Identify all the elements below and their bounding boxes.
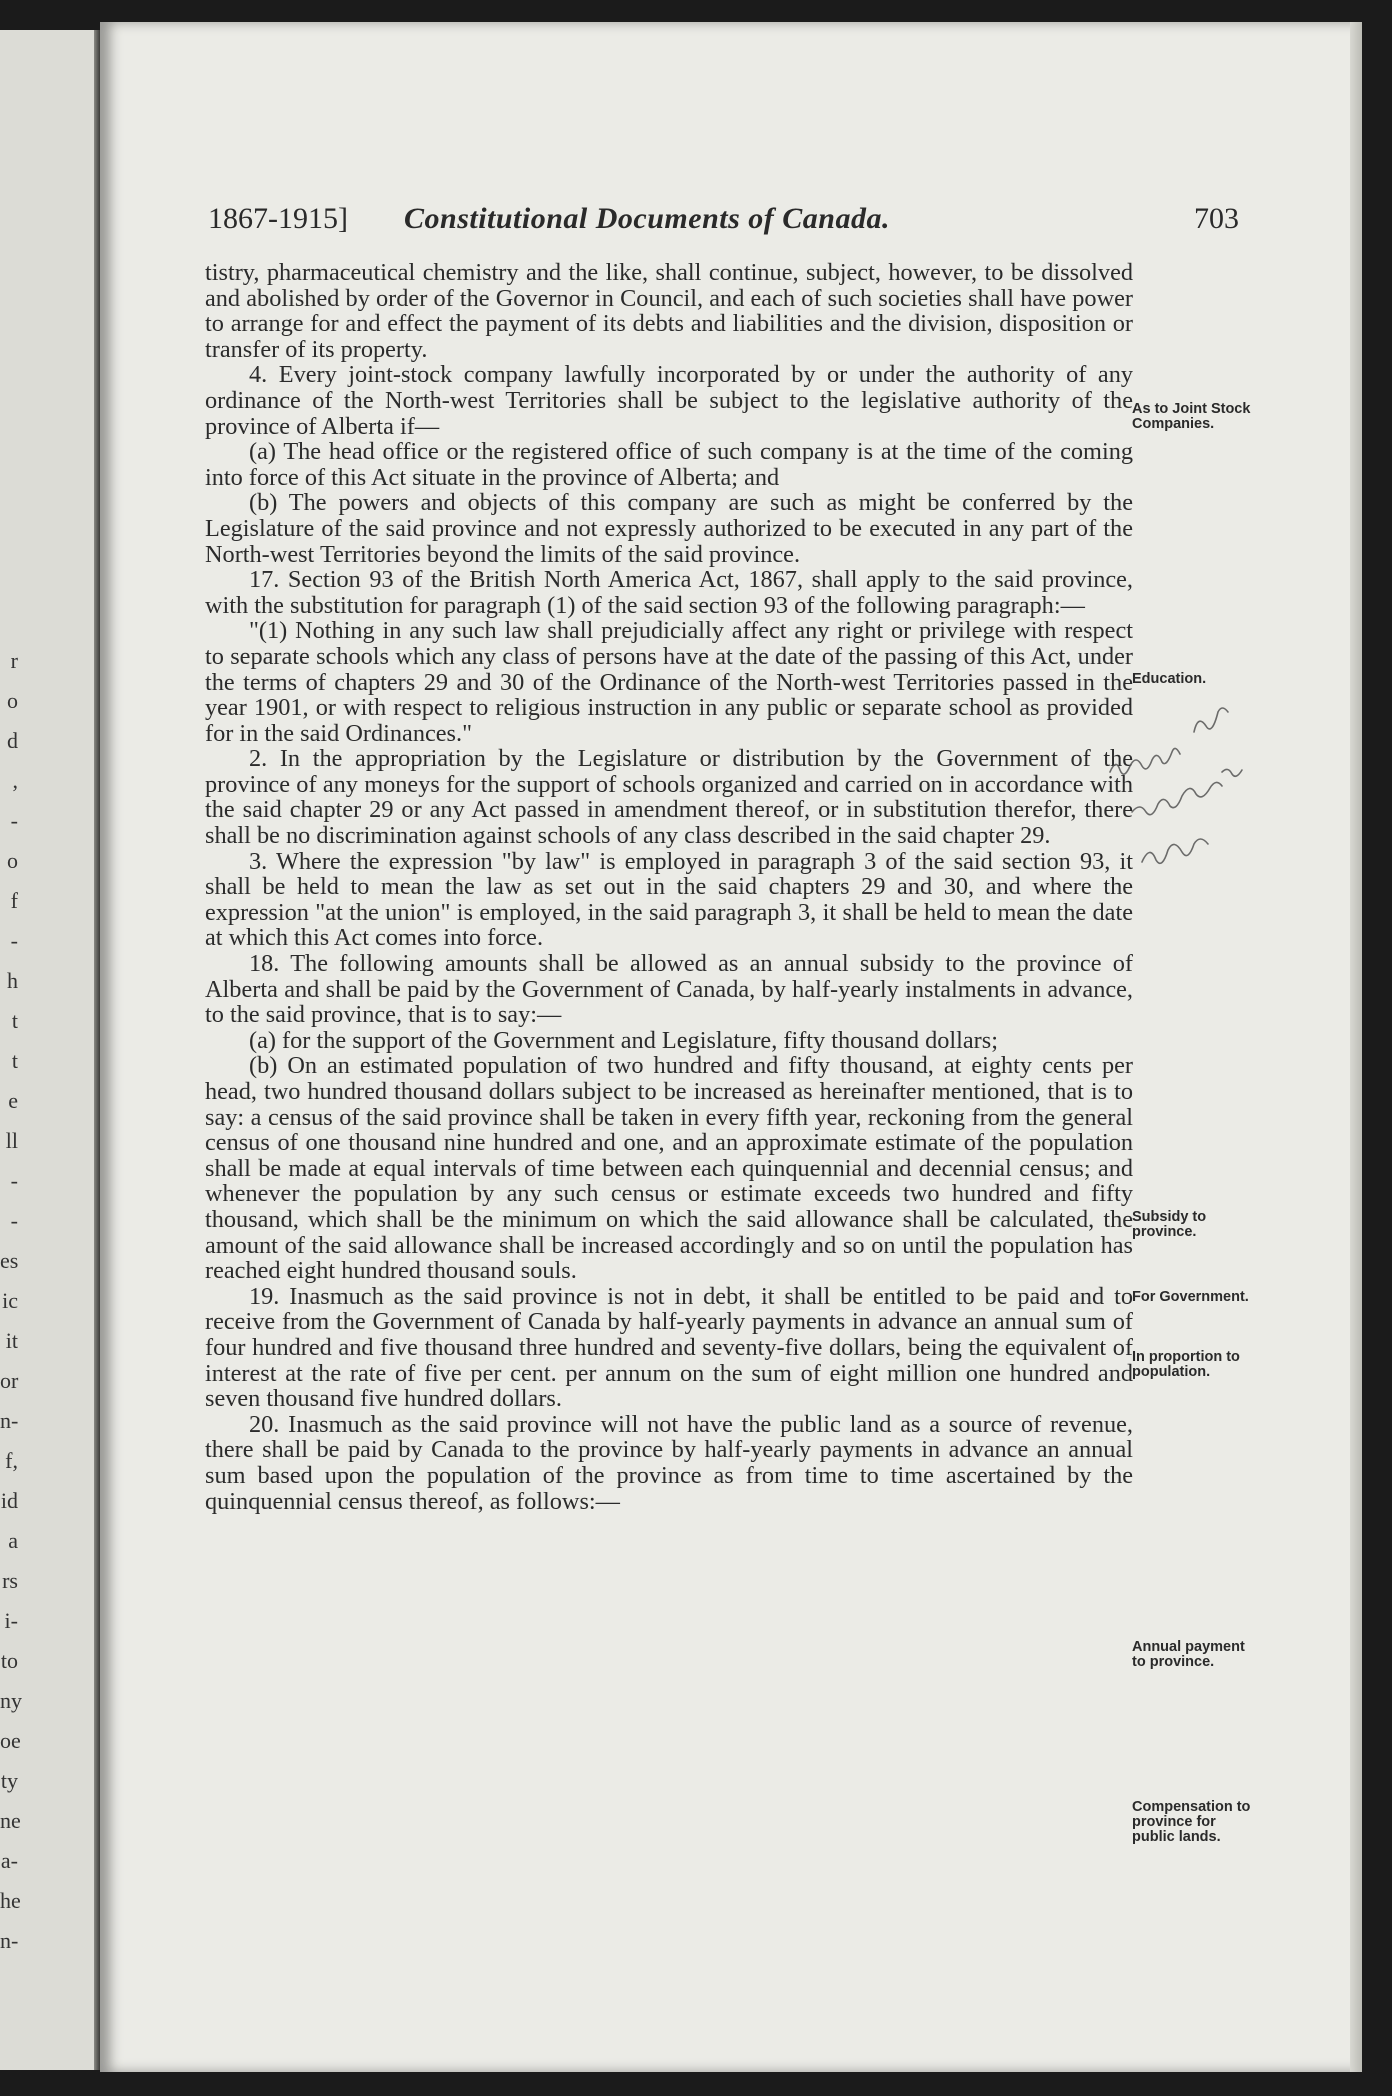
left-page-fragment: i- xyxy=(4,1608,18,1633)
paragraph: tistry, pharmaceutical chemistry and the like, shall continue, subject, however, to be dissolved and abolished by order of the Governor in Council, and each of such societies shall have power to arrange for and effect the payment of its debts and liabilities and the division, disposition or transfer of its property. xyxy=(205,259,1133,363)
page-edge xyxy=(1350,22,1362,2072)
left-page-fragment: - xyxy=(10,1168,18,1193)
left-page-fragment: n- xyxy=(0,1928,19,1953)
page-number: 703 xyxy=(1194,202,1239,235)
left-page-fragment: ny xyxy=(0,1688,22,1713)
left-page-fragment: rs xyxy=(2,1568,18,1593)
left-page-fragment: ic xyxy=(2,1288,18,1313)
left-page-fragment: - xyxy=(10,928,18,953)
left-page-fragment: es xyxy=(0,1248,19,1273)
header-year-range: 1867-1915] xyxy=(208,202,348,235)
left-page-fragment: a xyxy=(8,1528,18,1553)
left-page-fragment: id xyxy=(0,1488,18,1513)
paragraph: 4. Every joint-stock company lawfully incorporated by or under the authority of any ordinance of the North-west Territories shall be subject to the legislative authority of the province of Alberta if— xyxy=(205,361,1133,440)
left-page-fragment: d xyxy=(7,728,18,753)
paragraph: (a) for the support of the Government and Legislature, fifty thousand dollars; xyxy=(249,1026,998,1054)
left-page-fragment: n- xyxy=(0,1408,19,1433)
left-page-fragment: he xyxy=(0,1888,21,1913)
left-page-fragment: - xyxy=(10,1208,18,1233)
paragraph: 3. Where the expression "by law" is employed in paragraph 3 of the said section 93, it shall be held to mean the law as set out in the said chapters 29 and 30, and where the expression "at the union" is employed, in the said paragraph 3, it shall be held to mean the date at which this Act comes into force. xyxy=(205,847,1133,952)
paragraph: (a) The head office or the registered office of such company is at the time of the coming into force of this Act situate in the province of Alberta; and xyxy=(205,438,1133,491)
paragraph: 17. Section 93 of the British North America Act, 1867, shall apply to the said province, with the substitution for paragraph (1) of the said section 93 of the following paragraph:— xyxy=(205,566,1133,619)
paragraph: 2. In the appropriation by the Legislature or distribution by the Government of the province of any moneys for the support of schools organized and carried on in accordance with the said chapter 29 or any Act passed in amendment thereof, or in substitution therefor, there shall be no discrimination against schools of any class described in the said chapter 29. xyxy=(205,745,1133,850)
left-page-fragment: h xyxy=(7,968,18,993)
left-page-fragment: - xyxy=(10,808,18,833)
left-page-fragment: ne xyxy=(0,1808,21,1833)
left-page-fragment: e xyxy=(8,1088,18,1113)
handwritten-annotation-icon xyxy=(1102,662,1282,902)
left-page-fragment: o xyxy=(7,848,18,873)
left-page-fragment: a- xyxy=(0,1848,18,1873)
left-page-fragment: ll xyxy=(5,1128,18,1153)
left-page-fragment: f xyxy=(10,888,18,913)
left-page-fragment: o xyxy=(7,688,18,713)
margin-note-education: Education. xyxy=(1132,671,1207,687)
margin-note-compensation: Compensation to province for public lands. xyxy=(1132,1799,1251,1845)
header-title: Constitutional Documents of Canada. xyxy=(404,202,890,235)
paragraph: 18. The following amounts shall be allowed as an annual subsidy to the province of Alberta and shall be paid by the Government of Canada, by half-yearly instalments in advance, to the said province, that is to say:— xyxy=(205,950,1133,1029)
running-header xyxy=(208,182,1239,242)
margin-note-government: For Government. xyxy=(1132,1289,1249,1305)
left-page-fragment: it xyxy=(5,1328,18,1353)
left-page-fragment: , xyxy=(12,768,18,793)
margin-note-population: In proportion to population. xyxy=(1132,1349,1240,1380)
left-page-fragment: t xyxy=(11,1008,18,1033)
paragraph: "(1) Nothing in any such law shall prejudicially affect any right or privilege with respect to separate schools which any class of persons have at the date of the passing of this Act, under the terms of chapters 29 and 30 of the Ordinance of the North-west Territories passed in the year 1901, or with respect to religious instruction in any public or separate school as provided for in the said Ordinances." xyxy=(205,617,1133,747)
left-page-fragment: f, xyxy=(5,1448,18,1473)
adjacent-left-page xyxy=(0,30,100,2070)
book-page xyxy=(100,22,1362,2072)
left-page-fragment: or xyxy=(0,1368,19,1393)
left-page-fragment: to xyxy=(0,1648,18,1673)
margin-note-annual-payment: Annual payment to province. xyxy=(1132,1639,1245,1670)
page-body xyxy=(205,260,1133,1514)
paragraph: (b) The powers and objects of this company are such as might be conferred by the Legislature of the said province and not expressly authorized to be executed in any part of the North-west Territories beyond the limits of the said province. xyxy=(205,489,1133,568)
left-page-fragment: ty xyxy=(0,1768,18,1793)
left-page-fragment: oe xyxy=(0,1728,21,1753)
left-page-fragment: r xyxy=(10,648,18,673)
paragraph: 19. Inasmuch as the said province is not in debt, it shall be entitled to be paid and to receive from the Government of Canada by half-yearly payments in advance an annual sum of four hundred and five thousand three hundred and seventy-five dollars, being the equivalent of interest at the rate of five per cent. per annum on the sum of eight million one hundred and seven thousand five hundred dollars. xyxy=(205,1282,1133,1413)
margin-note-subsidy: Subsidy to province. xyxy=(1132,1209,1207,1240)
paragraph: (b) On an estimated population of two hundred and fifty thousand, at eighty cents per head, two hundred thousand dollars subject to be increased as hereinafter mentioned, that is to say: a census of the said province shall be taken in every fifth year, reckoning from the general census of one thousand nine hundred and one, and an approximate estimate of the population shall be made at equal intervals of time between each quinquennial and decennial census; and whenever the population by any such census or estimate exceeds two hundred and fifty thousand, which shall be the minimum on which the said allowance shall be calculated, the amount of the said allowance shall be increased accordingly and so on until the population has reached eight hundred thousand souls. xyxy=(205,1052,1133,1285)
paragraph: 20. Inasmuch as the said province will not have the public land as a source of revenue, there shall be paid by Canada to the province by half-yearly payments in advance an annual sum based upon the population of the province as from time to time ascertained by the quinquennial census thereof, as follows:— xyxy=(205,1410,1133,1515)
margin-note-joint-stock: As to Joint Stock Companies. xyxy=(1132,401,1251,432)
left-page-fragment: t xyxy=(11,1048,18,1073)
